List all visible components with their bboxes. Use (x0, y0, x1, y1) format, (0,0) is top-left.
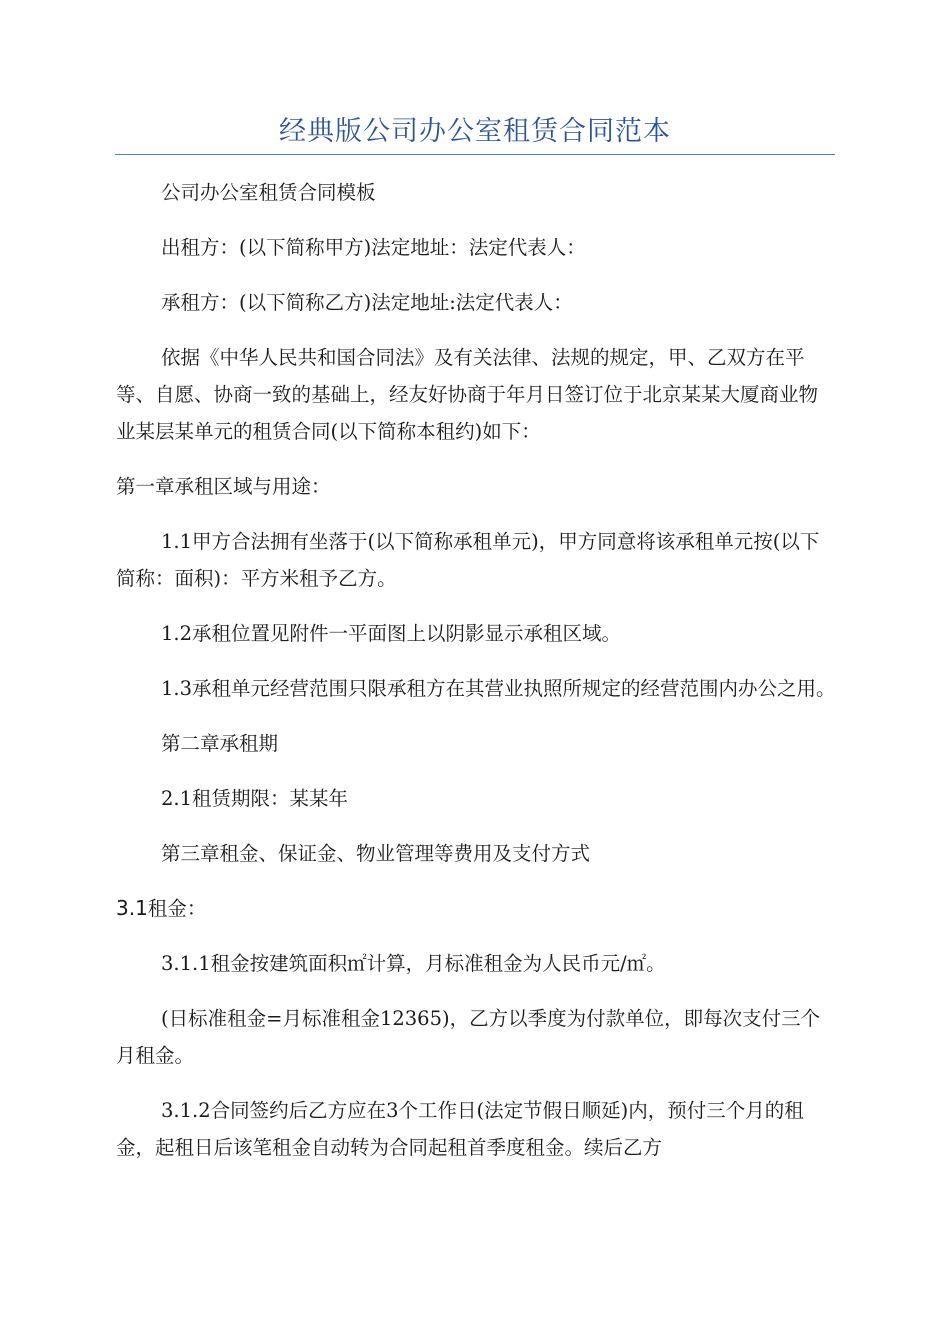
paragraph: 出租方：(以下简称甲方)法定地址：法定代表人： (161, 236, 586, 259)
chapter-heading: 第一章承租区域与用途： (116, 475, 331, 498)
document-title: 经典版公司办公室租赁合同范本 (279, 116, 671, 147)
chapter-heading: 第三章租金、保证金、物业管理等费用及支付方式 (161, 842, 591, 865)
clause: 1.2承租位置见附件一平面图上以阴影显示承租区域。 (161, 622, 622, 645)
section-heading (116, 890, 836, 927)
title-underline (115, 154, 835, 155)
section-label: 租金： (147, 897, 207, 920)
clause: 3.1.1租金按建筑面积㎡计算，月标准租金为人民币元/㎡。 (161, 952, 666, 975)
clause: (日标准租金=月标准租金12365)，乙方以季度为付款单位，即每次支付三个月租金。 (116, 1007, 821, 1067)
paragraph: 公司办公室租赁合同模板 (161, 181, 376, 204)
section-number: 3.1 (116, 896, 148, 920)
clause: 2.1租赁期限：某某年 (161, 787, 349, 810)
clause: 1.1甲方合法拥有坐落于(以下简称承租单元)，甲方同意将该承租单元按(以下简称：面积)：平方米租予乙方。 (116, 530, 820, 590)
clause: 3.1.2合同签约后乙方应在3个工作日(法定节假日顺延)内，预付三个月的租金，起租日后该笔租金自动转为合同起租首季度租金。续后乙方 (116, 1099, 804, 1159)
document-body (116, 174, 836, 1184)
paragraph: 承租方：(以下简称乙方)法定地址:法定代表人： (161, 291, 573, 314)
paragraph: 依据《中华人民共和国合同法》及有关法律、法规的规定，甲、乙双方在平等、自愿、协商一致的基础上，经友好协商于年月日签订位于北京某某大厦商业物业某层某单元的租赁合同(以下简称本租约)如下： (116, 346, 819, 443)
chapter-heading: 第二章承租期 (161, 732, 279, 755)
clause: 1.3承租单元经营范围只限承租方在其营业执照所规定的经营范围内办公之用。 (161, 677, 836, 700)
